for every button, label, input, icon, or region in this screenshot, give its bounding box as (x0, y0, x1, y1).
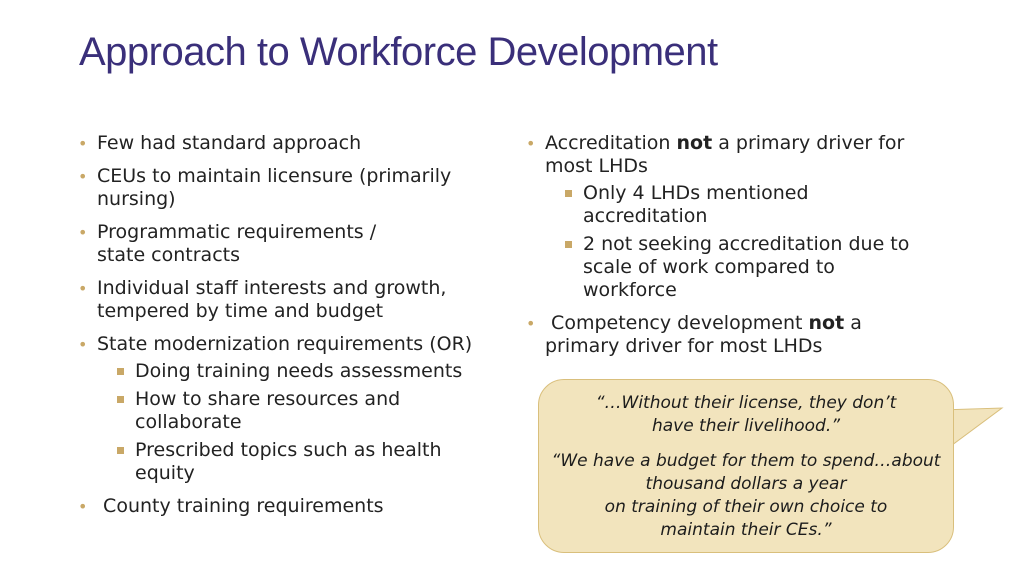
sub-bullet-prescribed-topics: Prescribed topics such as health equity (116, 439, 455, 485)
bullet-standard-approach: • Few had standard approach (78, 132, 498, 155)
bullet-accreditation: • Accreditation not a primary driver for most LHDs Only 4 LHDs mentioned accreditation 2 not seeking accreditation due to scale of work compared to workforce (526, 132, 925, 302)
sub-bullet-not-seeking: 2 not seeking accreditation due to scale of work compared to workforce (564, 233, 933, 302)
bullet-county-training: • County training requirements (78, 495, 498, 518)
sub-bullet-training-needs: Doing training needs assessments (116, 360, 498, 383)
emphasis-not: not (676, 132, 713, 154)
bullet-programmatic: • Programmatic requirements / state contracts (78, 221, 397, 267)
sub-bullet-only-4-lhds: Only 4 LHDs mentioned accreditation (564, 182, 833, 228)
bullet-staff-interests: • Individual staff interests and growth, tempered by time and budget (78, 277, 477, 323)
slide-title: Approach to Workforce Development (79, 30, 718, 74)
quote-speech-bubble (538, 379, 954, 553)
bullet-ceus: • CEUs to maintain licensure (primarily nursing) (78, 165, 457, 211)
sub-bullet-share-resources: How to share resources and collaborate (116, 388, 435, 434)
bullet-competency: • Competency development not a primary driver for most LHDs (526, 312, 885, 358)
left-bullet-column (78, 132, 498, 528)
quote-budget: “We have a budget for them to spend…about thousand dollars a year on training of their own choice to maintain their CEs.” (551, 451, 941, 540)
emphasis-not: not (808, 312, 845, 334)
quote-license: “…Without their license, they don’t have their livelihood.” (595, 393, 897, 436)
right-bullet-column (526, 132, 946, 368)
bullet-state-modernization: • State modernization requirements (OR) Doing training needs assessments How to share resources and collaborate Prescribed topics such as health equity (78, 333, 498, 485)
